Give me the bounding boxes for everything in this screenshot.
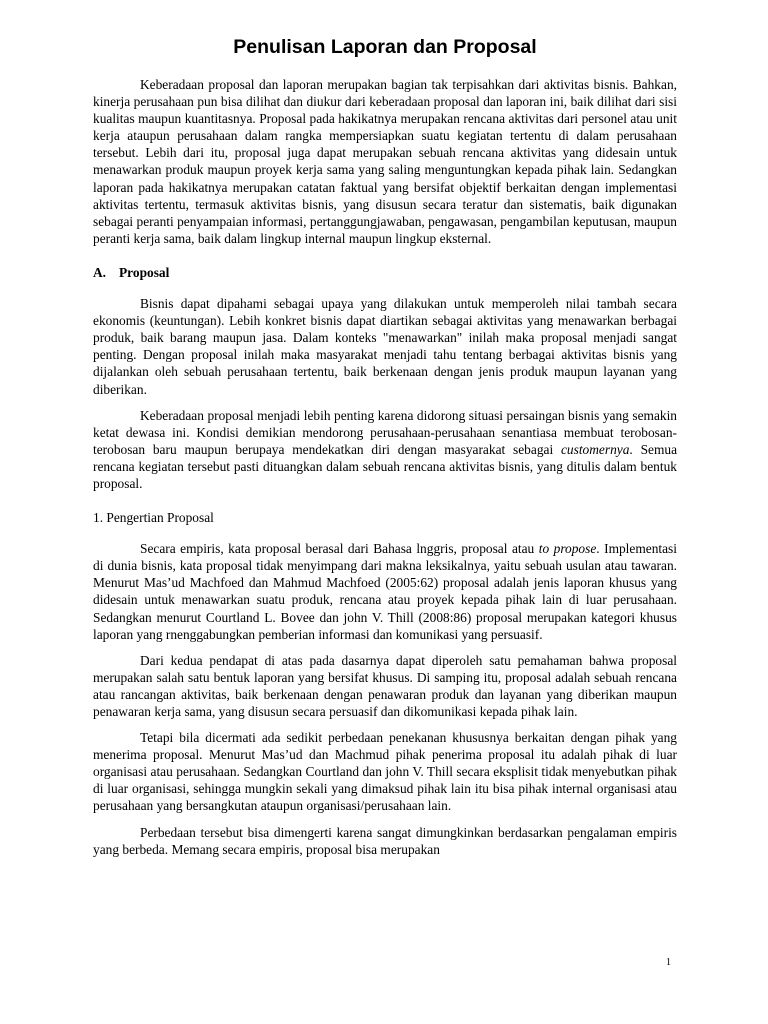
section-a-p2-text-start: Keberadaan proposal menjadi lebih penting karena didorong situasi persaingan bisnis yang semakin ketat dewasa ini. Kondisi demikian mendorong perusahaan-perusahaan senantiasa membuat terobosan-terobosan baru maupun berupaya mendekatkan diri dengan masyarakat sebagai bbox=[93, 407, 677, 457]
subsection-1-p1-italic: to propose bbox=[538, 541, 597, 557]
section-a-paragraph-1: Bisnis dapat dipahami sebagai upaya yang dilakukan untuk memperoleh nilai tambah secara ekonomis (keuntungan). Lebih konkret bisnis dapat diartikan sebagai aktivitas yang menawarkan berbagai produk, baik barang maupun jasa. Dalam konteks "menawarkan" inilah maka proposal menjadi sangat penting. Dengan proposal inilah maka masyarakat menjadi tahu tentang berbagai aktivitas bisnis yang dijalankan oleh sebuah perusahaan tertentu, baik berkenaan dengan jenis produk maupun layanan yang diberikan. bbox=[93, 296, 677, 397]
subsection-1-p1-text-end: . Implementasi di dunia bisnis, kata proposal tidak menyimpang dari makna leksikalnya, yaitu sebuah usulan atau tawaran. Menurut Mas’ud Machfoed dan Mahmud Machfoed (2005:62) proposal adalah jenis laporan khusus yang didesain untuk menawarkan suatu produk, rencana atau proyek kepada pihak lain di luar perusahaan. Sedangkan menurut Courtland L. Bovee dan john V. Thill (2008:86) proposal merupakan kategori khusus laporan yang rnenggabungkan pemberian informasi dan komunikasi yang persuasif. bbox=[93, 541, 677, 642]
subsection-1-paragraph-3: Tetapi bila dicermati ada sedikit perbedaan penekanan khususnya berkaitan dengan pihak yang menerima proposal. Menurut Mas’ud dan Machmud pihak penerima proposal itu adalah pihak di luar organisasi atau perusahaan. Sedangkan Courtland dan john V. Thill secara eksplisit tidak menyebutkan pihak di luar organisasi, sehingga mungkin sekali yang dimaksud pihak lain itu bisa pihak internal organisasi atau perusahaan yang bersangkutan ataupun organisasi/perusahaan lain. bbox=[93, 730, 677, 814]
section-a-title: Proposal bbox=[119, 264, 170, 280]
subsection-1-heading: 1. Pengertian Proposal bbox=[93, 510, 214, 526]
page-number: 1 bbox=[666, 957, 671, 968]
subsection-1-p1-text-start: Secara empiris, kata proposal berasal dari Bahasa lnggris, proposal atau bbox=[140, 541, 539, 557]
section-a-p2-text-end: . Semua rencana kegiatan tersebut pasti dituangkan dalam sebuah rencana aktivitas bisnis, yang ditulis dalam bentuk proposal. bbox=[93, 441, 678, 491]
document-title: Penulisan Laporan dan Proposal bbox=[233, 36, 537, 58]
section-a-p2-italic: customernya bbox=[560, 441, 630, 457]
subsection-1-paragraph-4: Perbedaan tersebut bisa dimengerti karena sangat dimungkinkan berdasarkan pengalaman empiris yang berbeda. Memang secara empiris, proposal bisa merupakan bbox=[93, 824, 677, 857]
intro-paragraph: Keberadaan proposal dan laporan merupakan bagian tak terpisahkan dari aktivitas bisnis. Bahkan, kinerja perusahaan pun bisa dilihat dan diukur dari keberadaan proposal dan laporan ini, baik dilihat dari sisi kualitas maupun kuantitasnya. Proposal pada hakikatnya merupakan rencana aktivitas dari personel atau unit kerja ataupun perusahaan dalam rangka mempersiapkan suatu kegiatan tertentu di dalam perusahaan tersebut. Lebih dari itu, proposal juga dapat merupakan sebuah rencana aktivitas yang didesain untuk menawarkan produk maupun proyek kerja sama yang saling menguntungkan kepada pihak lain. Sedangkan laporan pada hakikatnya merupakan catatan faktual yang bersifat objektif berkaitan dengan implementasi aktivitas tertentu, termasuk aktivitas bisnis, yang disusun secara teratur dan sistematis, baik digunakan sebagai peranti penyampaian informasi, pertanggungjawaban, pengawasan, pengambilan keputusan, maupun peranti kerja sama, baik dalam lingkup internal maupun lingkup eksternal. bbox=[93, 77, 677, 246]
section-a-number: A. bbox=[93, 264, 107, 280]
document-page bbox=[93, 36, 677, 858]
section-a-heading bbox=[93, 264, 677, 281]
subsection-1-paragraph-2: Dari kedua pendapat di atas pada dasarnya dapat diperoleh satu pemahaman bahwa proposal merupakan salah satu bentuk laporan yang bersifat khusus. Di samping itu, proposal adalah sebuah rencana atau rancangan aktivitas, baik berkenaan dengan penawaran produk dan layanan yang diberikan maupun penawaran kerja sama, yang disusun secara persuasif dan dikomunikasi kepada pihak lain. bbox=[93, 652, 677, 719]
section-a-paragraph-2 bbox=[93, 407, 677, 492]
subsection-1-paragraph-1 bbox=[93, 540, 677, 643]
